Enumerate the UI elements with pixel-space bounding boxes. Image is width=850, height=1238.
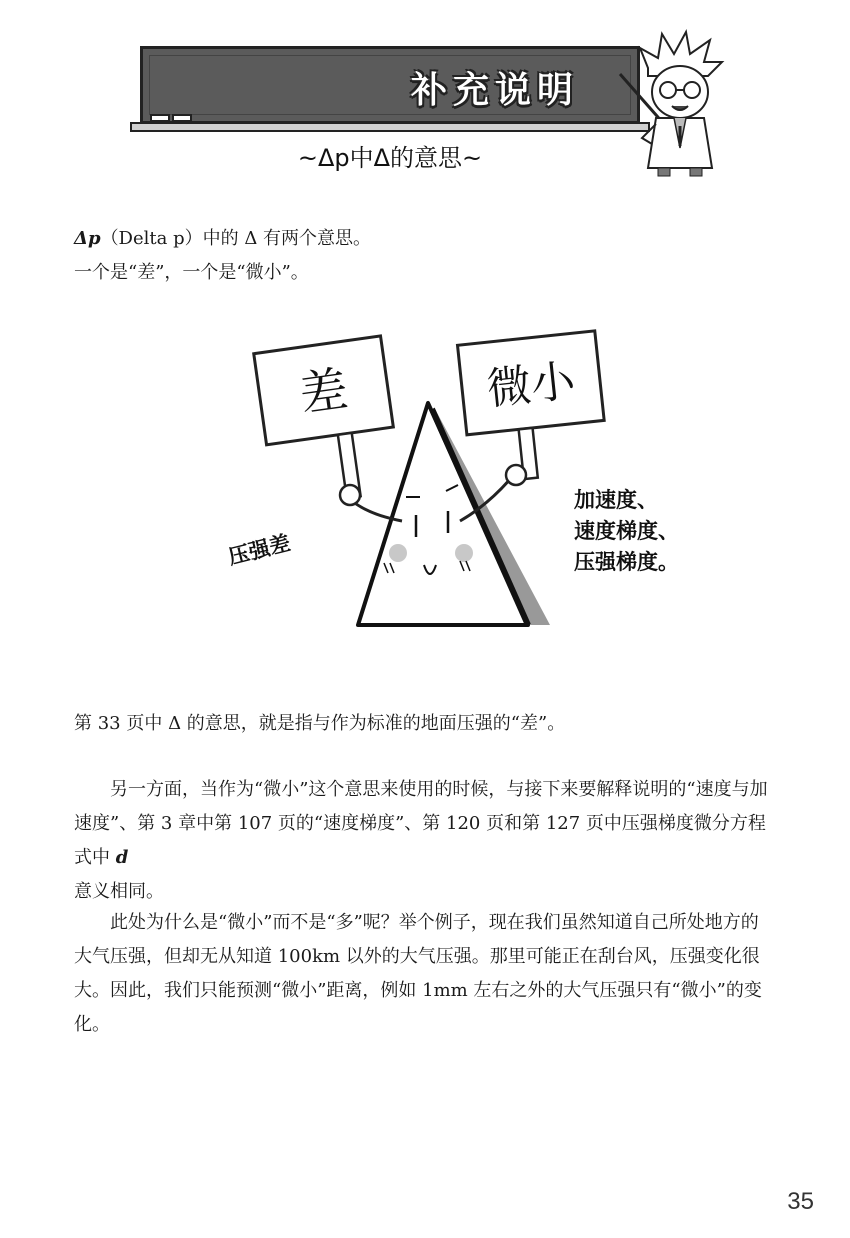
- label-pressure-difference: 压强差: [225, 530, 293, 570]
- chalk-piece: [172, 114, 192, 122]
- intro-line-1-text: （Delta p）中的 Δ 有两个意思。: [100, 228, 372, 249]
- paragraph-2: [74, 773, 774, 909]
- section-subtitle: ~Δp中Δ的意思~: [297, 144, 483, 172]
- label-gradient-item: 压强梯度。: [574, 550, 679, 574]
- intro-line-1: [74, 222, 774, 256]
- section-title-text: 补充说明: [410, 70, 579, 111]
- label-gradient-item: 加速度、: [574, 488, 658, 512]
- chalkboard-ledge: [130, 122, 650, 132]
- teacher-mascot-icon: [618, 28, 728, 178]
- paragraph-2-end: 意义相同。: [74, 881, 164, 902]
- sign-right-text: 微小: [484, 355, 578, 416]
- sign-left: [254, 336, 402, 508]
- sign-right: [458, 331, 610, 485]
- d-symbol: d: [115, 847, 129, 868]
- label-gradient-item: 速度梯度、: [574, 519, 679, 543]
- paragraph-1: 第 33 页中 Δ 的意思，就是指与作为标准的地面压强的“差”。: [74, 713, 566, 734]
- paragraph-2-text: 另一方面，当作为“微小”这个意思来使用的时候，与接下来要解释说明的“速度与加速度”、第 3 章中第 107 页的“速度梯度”、第 120 页和第 127 页中压强梯度微分方程式中: [74, 779, 768, 868]
- page-number: 35: [787, 1188, 814, 1215]
- sign-left-text: 差: [296, 361, 352, 424]
- intro-line-2: 一个是“差”，一个是“微小”。: [74, 262, 309, 283]
- delta-p-symbol: Δp: [74, 228, 101, 249]
- chalk-piece: [150, 114, 170, 122]
- paragraph-3: 此处为什么是“微小”而不是“多”呢？举个例子，现在我们虽然知道自己所处地方的大气压强，但却无从知道 100km 以外的大气压强。那里可能正在刮台风，压强变化很大。因此，我们只能预测“微小”距离，例如 1mm 左右之外的大气压强只有“微小”的变化。: [74, 912, 762, 1035]
- label-gradient-list: [574, 485, 679, 578]
